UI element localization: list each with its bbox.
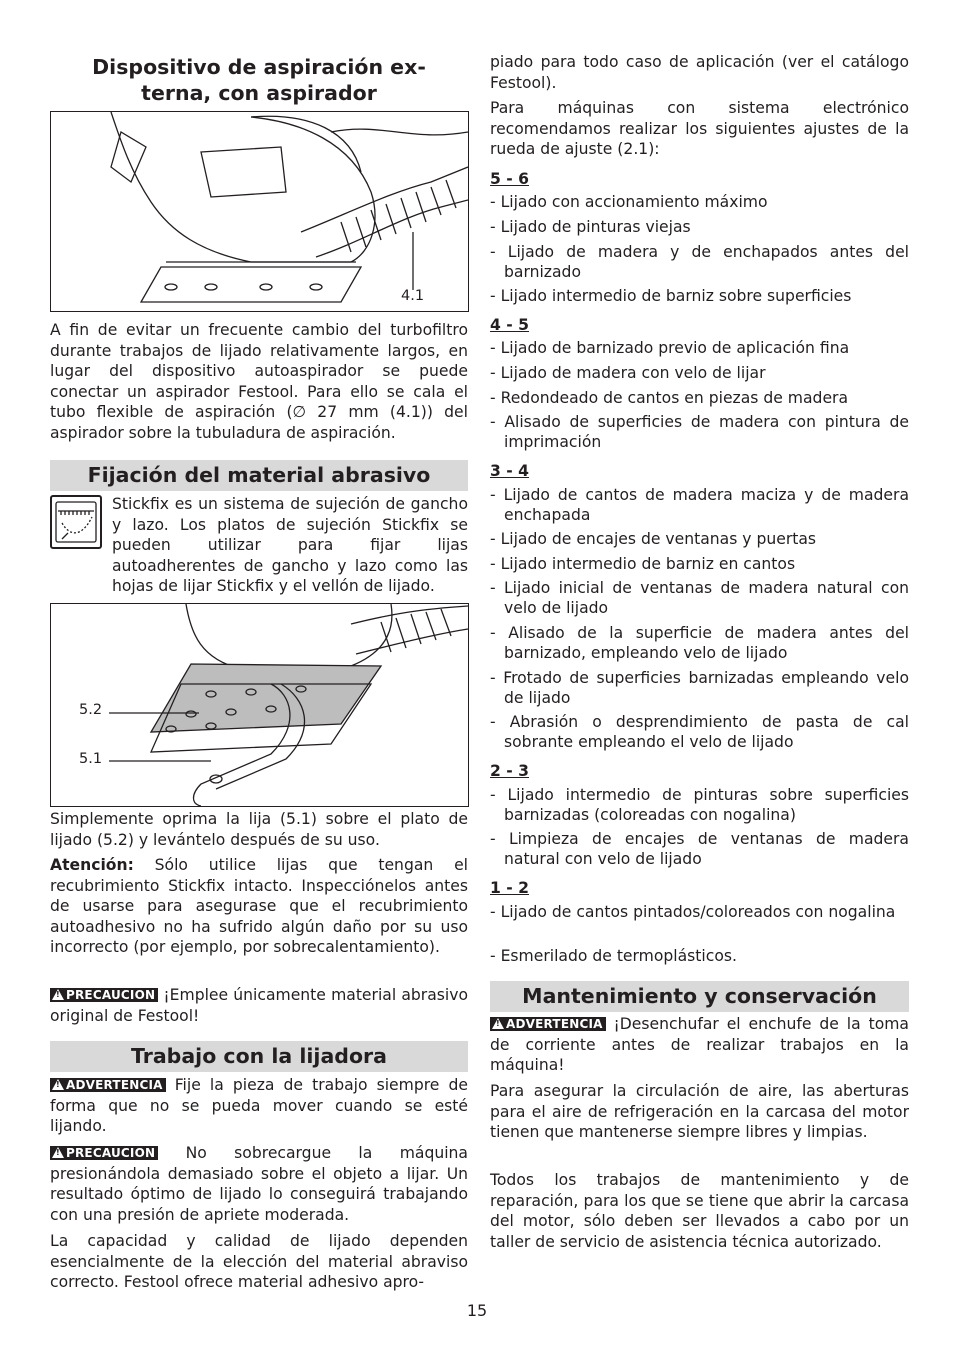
paragraph-stickfix: Stickfix es un sistema de sujeción de gancho y lazo. Los platos de sujeción Stickfix se pueden utilizar para fijar lijas autoadherentes de gancho y lazo como las hojas de lijar Stickfix y el vellón de lijado. <box>112 495 468 596</box>
attention-text: Sólo utilice lijas que tengan el recubrimiento Stickfix intacto. Inspecciónelos antes de usarse para asegurase que el recubrimiento autoadhesivo no ha sufrido algún daño por su uso incorrecto (por ejemplo, por sobrecalentamiento). <box>50 856 468 957</box>
precaucion-text: No sobrecargue la máquina presionándola demasiado sobre el objeto a lijar. Un resultado óptimo de lijado lo conseguirá trabajando con una presión de apriete moderada. <box>50 1144 468 1224</box>
settings-list-item: - Abrasión o desprendimiento de pasta de cal sobrante empleando el velo de lijado <box>490 713 909 751</box>
figure-label-5-1: 5.1 <box>79 751 103 767</box>
settings-list-item: - Alisado de superficies de madera con pintura de imprimación <box>490 413 909 451</box>
settings-list-item: - Esmerilado de termoplásticos. <box>490 947 737 965</box>
precaucion-text: ¡Emplee únicamente material abrasivo original de Festool! <box>50 986 468 1025</box>
paragraph-catalog: piado para todo caso de aplicación (ver el catálogo Festool). <box>490 53 909 92</box>
settings-group-title: 2 - 3 <box>490 762 530 780</box>
paragraph-precaucion-overload <box>50 1143 468 1225</box>
stickfix-icon <box>50 495 102 549</box>
settings-group-title: 5 - 6 <box>490 170 530 188</box>
paragraph-sanding-capacity: La capacidad y calidad de lijado dependen esencialmente de la elección del material abraviso correcto. Festool ofrece material adhesivo apro- <box>50 1232 468 1292</box>
settings-list-item: - Lijado de cantos pintados/coloreados con nogalina <box>490 903 896 921</box>
settings-list-item: - Lijado con accionamiento máximo <box>490 193 768 211</box>
heading-external-extraction: Dispositivo de aspiración ex- terna, con aspirador <box>92 55 426 105</box>
settings-list-item: - Lijado de madera con velo de lijar <box>490 364 766 382</box>
page-number: 15 <box>466 1301 488 1320</box>
paragraph-air-openings: Para asegurar la circulación de aire, las aberturas para el aire de refrigeración en la carcasa del motor tienen que mantenerse siempre libres y limpias. <box>490 1082 909 1142</box>
settings-list-item: - Lijado intermedio de pinturas sobre superficies barnizadas (coloreadas con nogalina) <box>490 786 909 824</box>
heading-abrasive-fixing: Fijación del material abrasivo <box>50 460 468 491</box>
warning-icon <box>52 989 64 1000</box>
warning-icon <box>52 1079 64 1090</box>
settings-list-item: - Lijado inicial de ventanas de madera natural con velo de lijado <box>490 579 909 617</box>
paragraph-precaucion-abrasive <box>50 985 468 1026</box>
settings-list-item: - Lijado de encajes de ventanas y puertas <box>490 530 817 548</box>
paragraph-advertencia-unplug <box>490 1014 909 1076</box>
attention-label: Atención: <box>50 856 134 874</box>
heading-maintenance: Mantenimiento y conservación <box>490 981 909 1012</box>
paragraph-external-extraction: A fin de evitar un frecuente cambio del turbofiltro durante trabajos de lijado relativamente largos, en lugar del dispositivo autoaspirador se puede conectar un aspirador Festool. Para ello se cala el tubo flexible de aspiración (∅ 27 mm (4.1)) del aspirador sobre la tubuladura de aspiración. <box>50 321 468 442</box>
figure-stickfix-pad <box>50 603 469 807</box>
figure-label-5-2: 5.2 <box>79 702 103 718</box>
settings-group-title: 1 - 2 <box>490 879 530 897</box>
paragraph-advertencia-workpiece <box>50 1075 468 1137</box>
paragraph-repairs: Todos los trabajos de mantenimiento y de reparación, para los que se tiene que abrir la carcasa del motor, sólo deben ser llevados a cabo por un taller de servicio de asistencia técnica autorizado. <box>490 1171 909 1251</box>
heading-working-with-sander: Trabajo con la lijadora <box>50 1041 468 1072</box>
paragraph-attention <box>50 855 468 958</box>
paragraph-press-sheet: Simplemente oprima la lija (5.1) sobre el plato de lijado (5.2) y levántelo después de su uso. <box>50 810 468 849</box>
sander-hose-illustration <box>51 112 468 311</box>
advertencia-text: ¡Desenchufar el enchufe de la toma de corriente antes de realizar trabajos en la máquina! <box>490 1015 909 1075</box>
stickfix-pad-illustration <box>51 604 468 806</box>
settings-list-item: - Limpieza de encajes de ventanas de madera natural con velo de lijado <box>490 830 909 868</box>
settings-list-item: - Redondeado de cantos en piezas de madera <box>490 389 849 407</box>
settings-list-item: - Lijado de barnizado previo de aplicación fina <box>490 339 850 357</box>
settings-list-item: - Lijado de madera y de enchapados antes del barnizado <box>490 243 909 281</box>
settings-group-title: 3 - 4 <box>490 462 530 480</box>
settings-list-item: - Lijado intermedio de barniz en cantos <box>490 555 796 573</box>
settings-list-item: - Frotado de superficies barnizadas empleando velo de lijado <box>490 669 909 707</box>
advertencia-text: Fije la pieza de trabajo siempre de forma que no se pueda mover cuando se esté lijando. <box>50 1076 468 1136</box>
paragraph-electronic-settings: Para máquinas con sistema electrónico recomendamos realizar los siguientes ajustes de la rueda de ajuste (2.1): <box>490 99 909 159</box>
settings-list-item: - Lijado intermedio de barniz sobre superficies <box>490 287 852 305</box>
figure-sander-with-hose <box>50 111 469 312</box>
precaucion-badge: !PRECAUCION <box>50 988 158 1002</box>
settings-list-item: - Alisado de la superficie de madera antes del barnizado, empleando velo de lijado <box>490 624 909 662</box>
settings-list-item: - Lijado de pinturas viejas <box>490 218 691 236</box>
figure-label-4-1: 4.1 <box>401 288 425 304</box>
warning-icon <box>492 1018 504 1029</box>
settings-list-item: - Lijado de cantos de madera maciza y de madera enchapada <box>490 486 909 524</box>
advertencia-badge: !ADVERTENCIA <box>50 1078 166 1092</box>
settings-group-title: 4 - 5 <box>490 316 530 334</box>
advertencia-badge: !ADVERTENCIA <box>490 1017 606 1031</box>
warning-icon <box>52 1147 64 1158</box>
precaucion-badge: !PRECAUCION <box>50 1146 158 1160</box>
